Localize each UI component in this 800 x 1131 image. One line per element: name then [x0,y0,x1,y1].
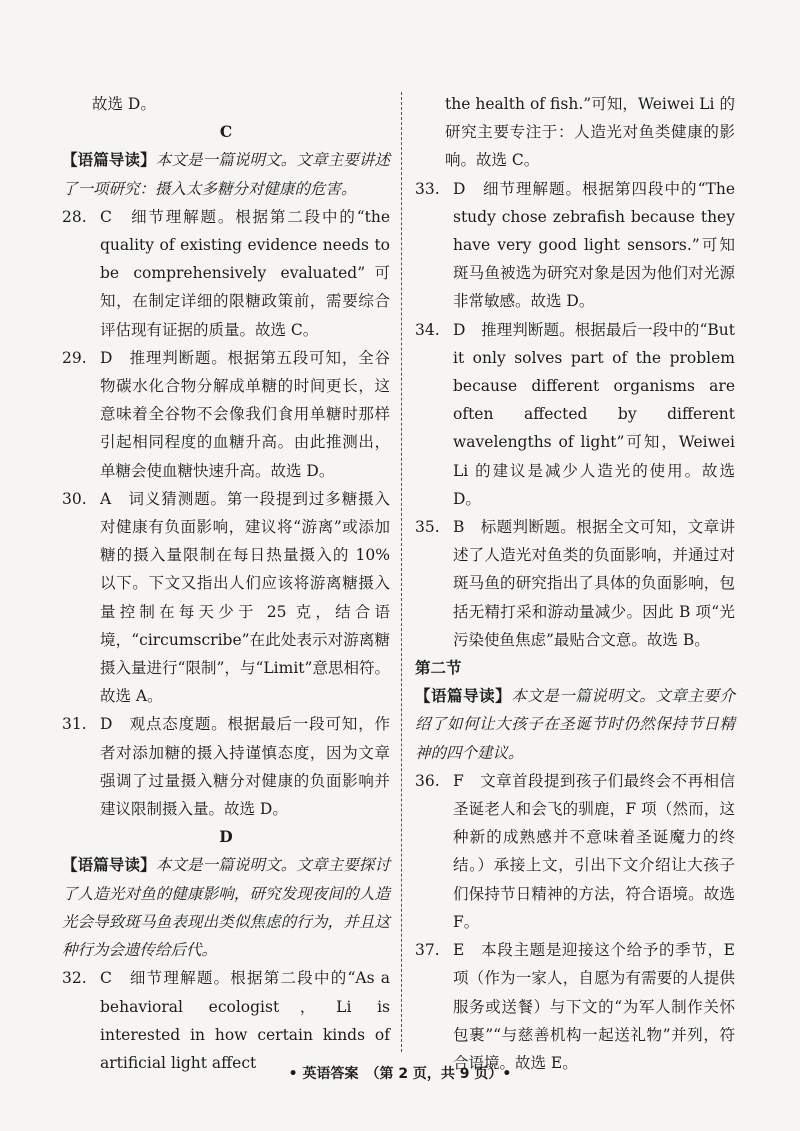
q32-continuation: the health of fish.”可知，Weiwei Li 的研究主要专注于：人造光对鱼类健康的影响。故选 C。 [445,95,735,170]
answer-item-32 [62,964,390,1077]
guide-label: 【语篇导读】 [62,150,156,170]
question-number: 31. [62,715,87,734]
column-divider [401,92,402,1052]
page-footer: • 英语答案 （第 2 页，共 9 页）• [288,1066,512,1082]
guide-label: 【语篇导读】 [62,855,156,875]
answer-text: D 细节理解题。根据第四段中的“The study chose zebrafish because they have very good light sensors.”可知斑马鱼被选为研究对象是因为他们对光源非常敏感。故选 D。 [453,179,735,311]
section-d-title: D [219,827,233,847]
section-2-heading: 第二节 [415,658,462,678]
q27-continuation: 故选 D。 [92,95,156,113]
answer-text: C 细节理解题。根据第二段中的“As a behavioral ecologist，Li is interested in how certain kinds of artificial light affect [100,969,390,1072]
guide-body: 本文是一篇说明文。文章主要介绍了如何让大孩子在圣诞节时仍然保持节日精神的四个建议。 [415,687,735,762]
question-number: 32. [62,969,87,988]
answer-text: D 推理判断题。根据第五段可知，全谷物碳水化合物分解成单糖的时间更长，这意味着全谷物不会像我们食用单糖时那样引起相同程度的血糖升高。由此推测出，单糖会使血糖快速升高。故选 D。 [100,348,390,480]
left-column [62,90,390,1077]
right-column [415,90,735,1077]
answer-text: F 文章首段提到孩子们最终会不再相信圣诞老人和会飞的驯鹿，F 项（然而，这种新的成熟感并不意味着圣诞魔力的终结。）承接上文，引出下文介绍让大孩子们保持节日精神的方法，符合语境。故选 F。 [453,771,735,931]
answer-text: C 细节理解题。根据第二段中的“the quality of existing evidence needs to be comprehensively evaluated”可知，在制定详细的限糖政策前，需要综合评估现有证据的质量。故选 C。 [100,207,390,339]
answer-item-36 [415,767,735,936]
section-c-title: C [219,122,233,142]
answer-item-30 [62,485,390,711]
question-number: 34. [415,320,440,339]
question-number: 28. [62,207,87,226]
question-number: 29. [62,348,87,367]
answer-text: D 观点态度题。根据最后一段可知，作者对添加糖的摄入持谨慎态度，因为文章强调了过量摄入糖分对健康的负面影响并建议限制摄入量。故选 D。 [100,715,390,819]
question-number: 30. [62,489,87,508]
section-2-guide [415,682,735,767]
question-number: 36. [415,771,440,790]
answer-text: E 本段主题是迎接这个给予的季节，E 项（作为一家人，自愿为有需要的人提供服务或送餐）与下文的“为军人制作关怀包裹”“与慈善机构一起送礼物”并列，符合语境。故选 E。 [453,941,735,1072]
answer-item-37 [415,936,735,1077]
guide-body: 本文是一篇说明文。文章主要探讨了人造光对鱼的健康影响，研究发现夜间的人造光会导致斑马鱼表现出类似焦虑的行为，并且这种行为会遗传给后代。 [62,856,390,960]
answer-item-29 [62,344,390,485]
question-number: 35. [415,518,440,537]
answer-text: A 词义猜测题。第一段提到过多糖摄入对健康有负面影响，建议将“游离”或添加糖的摄入量限制在每日热量摄入的 10% 以下。下文又指出人们应该将游离糖摄入量控制在每天少于 25 克，结合语境，“circumscribe”在此处表示对游离糖摄入量进行“限制”，与“Limit”意思相符。故选 A。 [100,489,390,706]
section-d-guide [62,851,390,964]
question-number: 37. [415,941,440,960]
guide-label: 【语篇导读】 [415,686,512,706]
answer-item-35 [415,513,735,654]
answer-text: D 推理判断题。根据最后一段中的“But it only solves part of the problem because different organisms are often affected by different wavelengths of light”可知，Weiwei Li 的建议是减少人造光的使用。故选 D。 [453,320,735,508]
answer-item-28 [62,203,390,344]
answer-item-31 [62,710,390,823]
answer-item-34 [415,316,735,513]
answer-text: B 标题判断题。根据全文可知，文章讲述了人造光对鱼类的负面影响，并通过对斑马鱼的研究指出了具体的负面影响，包括无精打采和游动量减少。因此 B 项“光污染使鱼焦虑”最贴合文意。故选 B。 [453,518,735,649]
question-number: 33. [415,179,440,198]
guide-body: 本文是一篇说明文。文章主要讲述了一项研究：摄入太多糖分对健康的危害。 [62,151,390,198]
section-c-guide [62,146,390,202]
answer-item-33 [415,175,735,316]
